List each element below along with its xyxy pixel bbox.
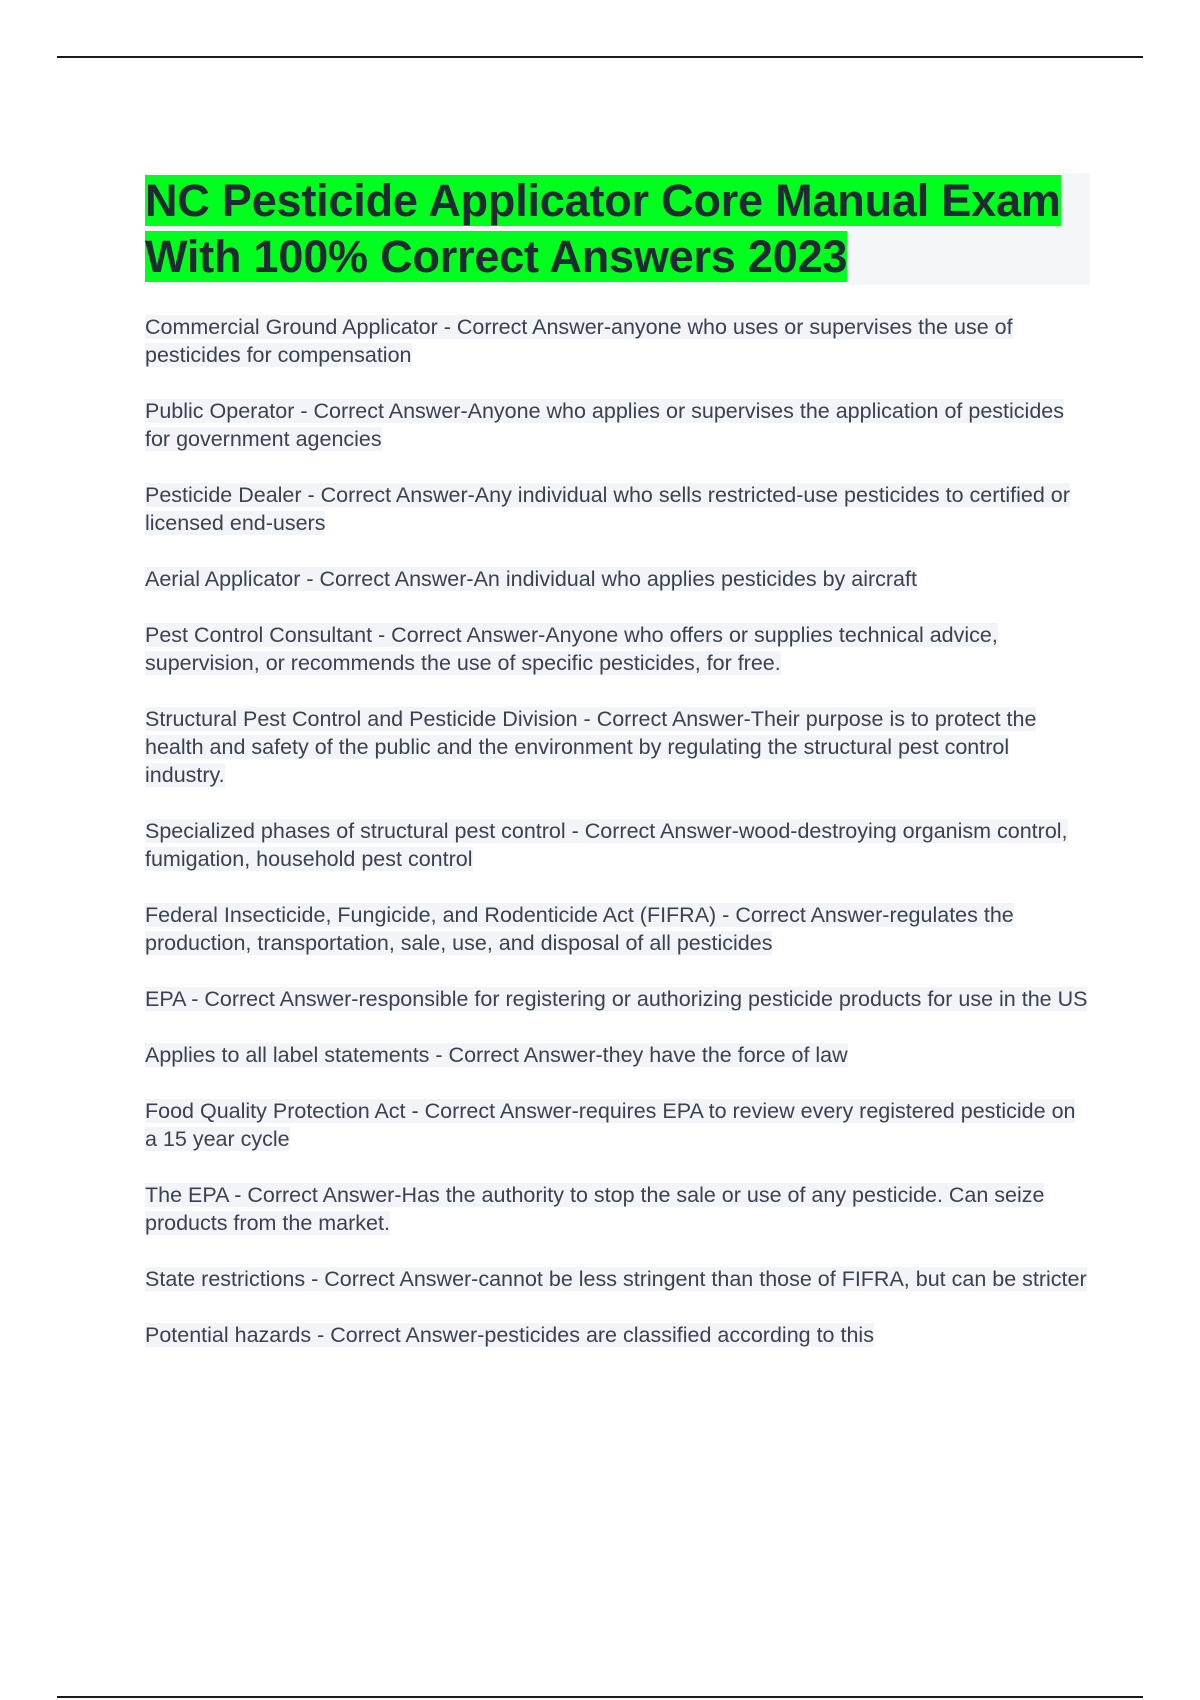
qa-item: [145, 1181, 1090, 1237]
document-body: [145, 173, 1090, 1377]
qa-text: Public Operator - Correct Answer-Anyone who applies or supervises the application of pesticides for government agencies: [145, 399, 1064, 451]
qa-text: Structural Pest Control and Pesticide Division - Correct Answer-Their purpose is to protect the health and safety of the public and the environment by regulating the structural pest control industry.: [145, 707, 1037, 787]
title-highlight: NC Pesticide Applicator Core Manual Exam With 100% Correct Answers 2023: [145, 175, 1061, 282]
qa-item: [145, 565, 1090, 593]
qa-text: Aerial Applicator - Correct Answer-An individual who applies pesticides by aircraft: [145, 567, 917, 591]
qa-item: [145, 313, 1090, 369]
qa-text: Food Quality Protection Act - Correct Answer-requires EPA to review every registered pesticide on a 15 year cycle: [145, 1099, 1076, 1151]
qa-text: Federal Insecticide, Fungicide, and Rodenticide Act (FIFRA) - Correct Answer-regulates the production, transportation, sale, use, and disposal of all pesticides: [145, 903, 1014, 955]
qa-text: The EPA - Correct Answer-Has the authority to stop the sale or use of any pesticide. Can seize products from the market.: [145, 1183, 1045, 1235]
qa-item: [145, 1097, 1090, 1153]
qa-text: State restrictions - Correct Answer-cannot be less stringent than those of FIFRA, but can be stricter: [145, 1267, 1087, 1291]
qa-text: Applies to all label statements - Correct Answer-they have the force of law: [145, 1043, 848, 1067]
qa-item: [145, 985, 1090, 1013]
qa-item: [145, 705, 1090, 789]
title-block: [145, 173, 1090, 285]
document-title: [145, 173, 1090, 285]
qa-item: [145, 817, 1090, 873]
bottom-rule: [57, 1696, 1143, 1698]
qa-item: [145, 481, 1090, 537]
qa-item: [145, 1321, 1090, 1349]
qa-item: [145, 1265, 1090, 1293]
qa-item: [145, 1041, 1090, 1069]
qa-list: [145, 313, 1090, 1349]
qa-text: Commercial Ground Applicator - Correct Answer-anyone who uses or supervises the use of pesticides for compensation: [145, 315, 1013, 367]
qa-item: [145, 621, 1090, 677]
qa-item: [145, 397, 1090, 453]
top-rule: [57, 56, 1143, 58]
qa-item: [145, 901, 1090, 957]
qa-text: Pest Control Consultant - Correct Answer-Anyone who offers or supplies technical advice, supervision, or recommends the use of specific pesticides, for free.: [145, 623, 998, 675]
qa-text: Pesticide Dealer - Correct Answer-Any individual who sells restricted-use pesticides to certified or licensed end-users: [145, 483, 1070, 535]
qa-text: Potential hazards - Correct Answer-pesticides are classified according to this: [145, 1323, 874, 1347]
qa-text: EPA - Correct Answer-responsible for registering or authorizing pesticide products for use in the US: [145, 987, 1088, 1011]
qa-text: Specialized phases of structural pest control - Correct Answer-wood-destroying organism control, fumigation, household pest control: [145, 819, 1068, 871]
